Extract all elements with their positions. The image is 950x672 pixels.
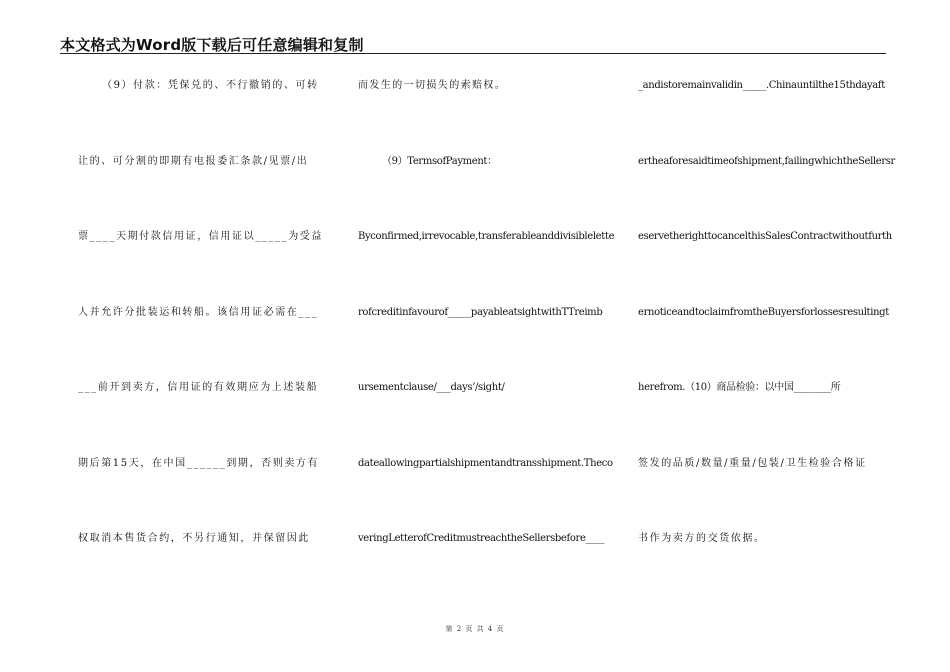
text-column-middle — [358, 80, 615, 609]
text-line: 期后第15天，在中国______到期，否则卖方有 — [78, 457, 320, 469]
text-line: 书作为卖方的交货依据。 — [638, 533, 766, 544]
text-column-left — [78, 80, 324, 609]
text-line: ursementclause/___days’/sight/ — [358, 382, 505, 393]
text-line: （9）TermsofPayment： — [382, 155, 497, 167]
page-number-footer: 第 2 页 共 4 页 — [445, 625, 505, 633]
text-line: ertheaforesaidtimeofshipment,failingwhichtheSellersr — [638, 155, 895, 167]
text-line: 而发生的一切损失的索赔权。 — [358, 80, 507, 91]
text-line: veringLetterofCreditmustreachtheSellersbefore____ — [358, 533, 605, 544]
text-line: 人并允许分批装运和转船。该信用证必需在___ — [78, 306, 319, 318]
text-line: 票____天期付款信用证，信用证以_____为受益 — [78, 231, 323, 242]
text-line: Byconfirmed,irrevocable,transferableanddivisiblelette — [358, 231, 615, 242]
text-line: 让的、可分割的即期有电报委汇条款/见票/出 — [78, 155, 309, 167]
text-line: ___前开到卖方，信用证的有效期应为上述装船 — [78, 382, 319, 393]
text-line: herefrom.（10）商品检验：以中国________所 — [638, 382, 841, 393]
text-line: 权取消本售货合约，不另行通知，并保留因此 — [78, 533, 310, 544]
text-column-right — [638, 80, 895, 609]
header-divider — [60, 53, 886, 54]
text-line: ernoticeandtoclaimfromtheBuyersforlossesresultingt — [638, 306, 889, 318]
text-line: _andistoremainvalidin_____.Chinauntilthe15thdayaft — [638, 80, 885, 91]
text-line: rofcreditinfavourof_____payableatsightwithTTreimb — [358, 306, 603, 318]
text-line: （9）付款：凭保兑的、不行撤销的、可转 — [102, 80, 319, 91]
text-line: dateallowingpartialshipmentandtransshipment.Theco — [358, 457, 613, 469]
text-line: eservetherighttocancelthisSalesContractwithoutfurth — [638, 231, 892, 242]
text-line: 签发的品质/数量/重量/包装/卫生检验合格证 — [638, 457, 867, 469]
document-header-title: 本文格式为Word版下载后可任意编辑和复制 — [60, 36, 364, 54]
